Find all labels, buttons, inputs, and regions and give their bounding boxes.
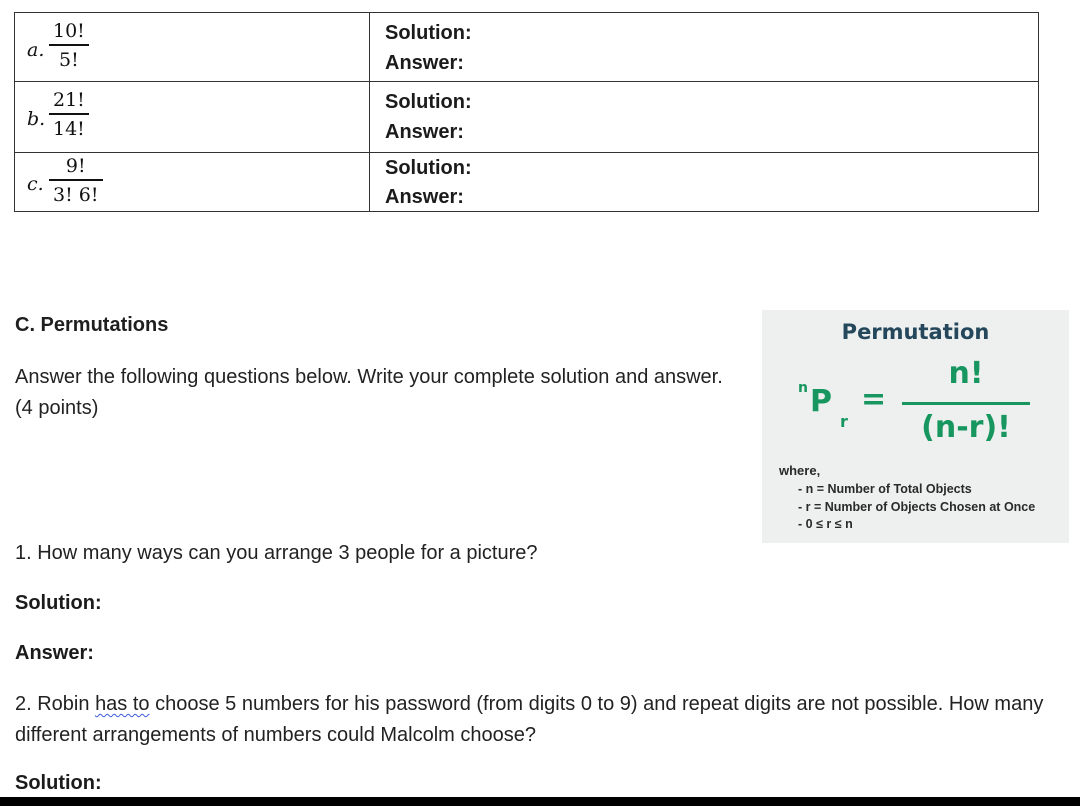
definition-list (798, 481, 1035, 534)
expression-cell (15, 82, 370, 153)
question-2-text-start: 2. Robin (15, 693, 96, 715)
answer-label: Answer: (385, 186, 464, 208)
expression-cell (15, 153, 370, 212)
formula-title: Permutation (841, 320, 990, 344)
question-2 (15, 689, 1055, 751)
fraction (49, 153, 103, 209)
fraction-numerator: 9! (65, 155, 86, 177)
definition-item: - r = Number of Objects Chosen at Once (798, 499, 1035, 517)
permutation-subscript: r (840, 412, 848, 431)
formula-fraction-bar (902, 402, 1030, 405)
fraction-denominator: 3! 6! (53, 183, 99, 206)
permutation-formula-card (762, 310, 1069, 543)
grammar-flagged-phrase[interactable]: has to (95, 693, 150, 715)
instructions-text: Answer the following questions below. Write your complete solution and answer. (4 points) (15, 366, 723, 419)
question-2-solution-label: Solution: (15, 772, 102, 794)
item-letter: a. (27, 39, 45, 61)
item-letter: c. (27, 173, 44, 195)
fraction (49, 18, 89, 74)
solution-cell[interactable] (370, 153, 1039, 212)
table-row (15, 153, 1039, 212)
table-row (15, 13, 1039, 82)
solution-cell[interactable] (370, 82, 1039, 153)
permutation-letter: P (810, 384, 832, 419)
question-1-solution-label: Solution: (15, 592, 102, 614)
table-row (15, 82, 1039, 153)
formula-numerator: n! (948, 356, 984, 391)
fraction-denominator: 14! (53, 117, 85, 140)
fraction-numerator: 10! (53, 20, 85, 42)
answer-label: Answer: (385, 52, 464, 74)
equals-sign: = (861, 382, 887, 417)
fraction (49, 87, 89, 143)
solution-label: Solution: (385, 157, 472, 179)
fraction-denominator: 5! (59, 48, 79, 71)
item-letter: b. (27, 108, 46, 130)
formula-denominator: (n-r)! (921, 410, 1011, 445)
bottom-edge-bar (0, 797, 1080, 806)
definition-item: - 0 ≤ r ≤ n (798, 516, 1035, 534)
expression-cell (15, 13, 370, 82)
where-label: where, (779, 463, 821, 478)
factorial-table (14, 12, 1039, 212)
fraction-numerator: 21! (53, 89, 85, 111)
answer-label: Answer: (385, 121, 464, 143)
question-1: 1. How many ways can you arrange 3 people for a picture? (15, 542, 538, 564)
permutation-superscript: n (798, 380, 808, 396)
definition-item: - n = Number of Total Objects (798, 481, 1035, 499)
question-1-answer-label: Answer: (15, 642, 94, 664)
solution-cell[interactable] (370, 13, 1039, 82)
question-2-text-end: choose 5 numbers for his password (from digits 0 to 9) and repeat digits are not possible. How many different arrangements of numbers could Malcolm choose? (15, 693, 1044, 746)
section-title: C. Permutations (15, 314, 169, 336)
solution-label: Solution: (385, 22, 472, 44)
solution-label: Solution: (385, 91, 472, 113)
